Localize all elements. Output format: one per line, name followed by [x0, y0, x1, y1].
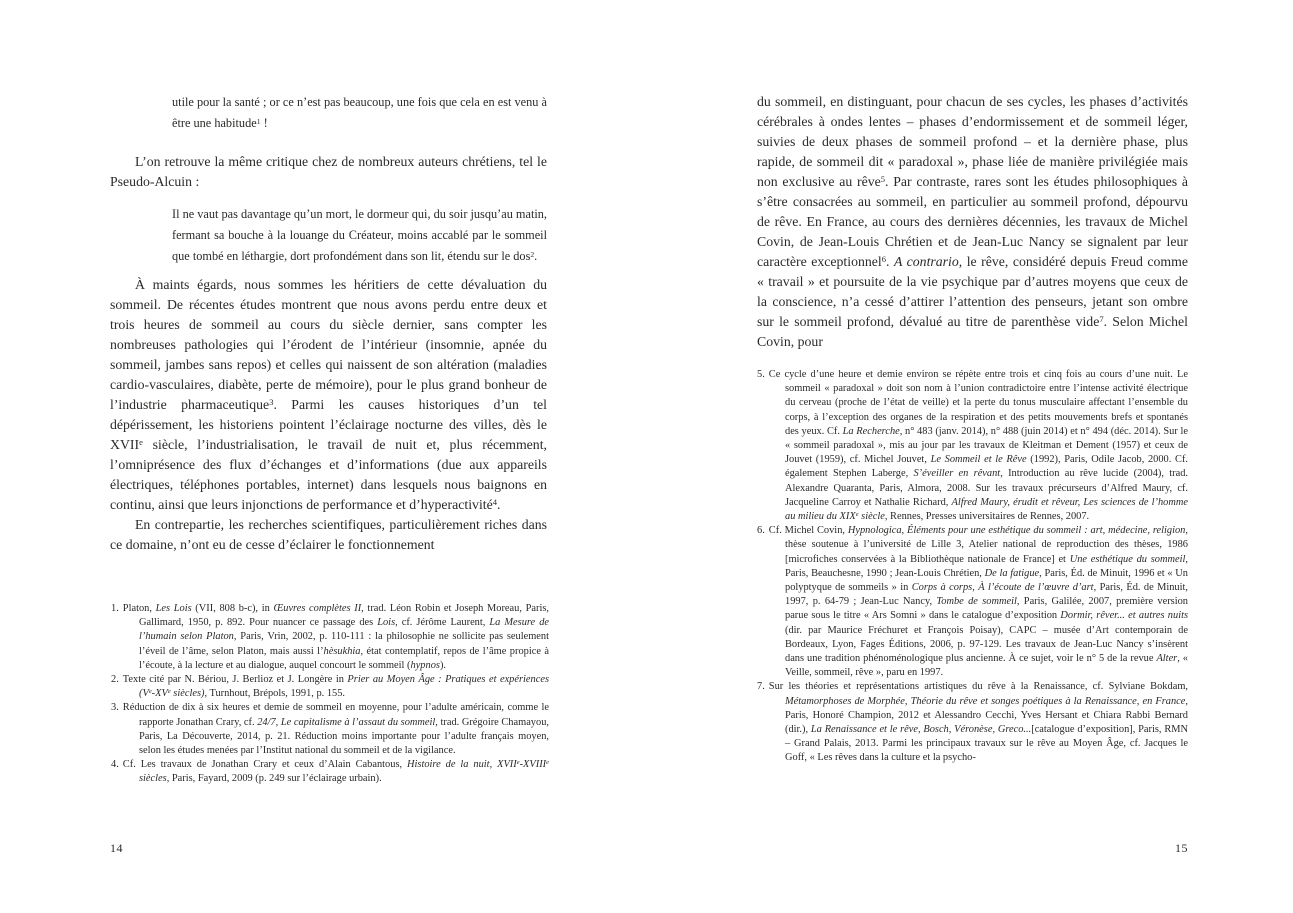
footnote-number: 6. — [757, 525, 765, 537]
footnote-text: Ce cycle d’une heure et demie environ se répète entre trois et cinq fois au cours d’une nuit. Le sommeil « paradoxal » doit son nom à l’union contradictoire entre l’intense activité électrique du cerveau (proche de l’état de veille) et la perte du tonus musculaire affectant l’ensemble du corps, à l’exception des organes de la respiration et des petits mouvements brefs et spontanés des yeux. Cf. La Recherche, n° 483 (janv. 2014), n° 488 (juin 2014) et n° 494 (déc. 2014). Sur le « sommeil paradoxal », mis au jour par les travaux de Kleitman et Dement (1957) et ceux de Jouvet (1959), cf. Michel Jouvet, Le Sommeil et le Rêve (1992), Paris, Odile Jacob, 2000. Cf. également Stephen Laberge, S’éveiller en rêvant, Introduction au rêve lucide (2004), trad. Alexandre Quaranta, Paris, Almora, 2008. Sur les travaux précurseurs d’Alfred Maury, cf. Jacqueline Carroy et Nathalie Richard, Alfred Maury, érudit et rêveur, Les sciences de l’homme au milieu du XIXe siècle, Rennes, Presses universitaires de Rennes, 2007. — [768, 369, 1189, 523]
blockquote-continuation: utile pour la santé ; or ce n’est pas beaucoup, une fois que cela en est venu à être une habitude$^1$ ! — [172, 95, 547, 130]
footnote-text: Réduction de dix à six heures et demie de sommeil en moyenne, pour l’adulte américain, comme le rapporte Jonathan Crary, cf. 24/7, Le capitalisme à l’assaut du sommeil, trad. Grégoire Chamayou, Paris, La Découverte, 2014, p. 21. Réduction moins importante pour l’adulte français moyen, selon les études menées par l’Institut national du sommeil et de la vigilance. — [122, 702, 549, 757]
footnote-number: 7. — [757, 681, 765, 693]
left-page-footnotes-section — [111, 602, 549, 787]
footnote-text: Texte cité par N. Bériou, J. Berlioz et J. Longère in Prier au Moyen Âge : Pratiques et expériences (Ve-XVe siècles), Turnhout, Brépols, 1991, p. 155. — [122, 674, 549, 700]
footnote-1 — [111, 602, 549, 673]
footnote-number: 5. — [757, 369, 765, 380]
footnote-number: 3. — [111, 702, 119, 714]
page-number-left: 14 — [110, 841, 123, 855]
footnote-3 — [111, 701, 549, 758]
footnote-text: Cf. Michel Covin, Hypnologica, Éléments pour une esthétique du sommeil : art, médecine, religion, thèse soutenue à l’université de Lille 3, Atelier national de reproduction des thèses, 1986 [microfiches conservées à la Bibliothèque nationale de France] et Une esthétique du sommeil, Paris, Beauchesne, 1990 ; Jean-Louis Chrétien, De la fatigue, Paris, Éd. de Minuit, 1996 et « Un polyptyque de sommeils » in Corps à corps, À l’écoute de l’œuvre d’art, Paris, Éd. de Minuit, 1997, p. 64-79 ; Jean-Luc Nancy, Tombe de sommeil, Paris, Galilée, 2007, première version parue sous le titre « Ars Somni » dans le catalogue d’exposition Dormir, rêver... et autres nuits (dir. par Maurice Fréchuret et François Poisay), CAPC – musée d’Art contemporain de Bordeaux, Lyon, Fages Éditions, 2006, p. 97-129. Les travaux de Jean-Luc Nancy s’insèrent dans une tradition phénoménologique plus ancienne. À ce sujet, voir le n° 5 de la revue Alter, « Veille, sommeil, rêve », paru en 1997. — [768, 525, 1189, 679]
footnote-text: Platon, Les Lois (VII, 808 b-c), in Œuvres complètes II, trad. Léon Robin et Joseph Moreau, Paris, Gallimard, 1950, p. 892. Pour nuancer ce passage des Lois, cf. Jérôme Laurent, La Mesure de l’humain selon Platon, Paris, Vrin, 2002, p. 110-111 : la philosophie ne sollicite pas seulement l’éveil de l’âme, selon Platon, mais aussi l’hèsukhia, état contemplatif, repos de l’âme propice à l’écoute, à la lecture et au dialogue, auquel concourt le sommeil (hypnos). — [122, 603, 549, 671]
right-page-text-column — [757, 92, 1188, 352]
page-number-right: 15 — [1175, 841, 1188, 855]
body-paragraph-devaluation: À maints égards, nous sommes les héritiers de cette dévaluation du sommeil. De récentes études montrent que nous avons perdu entre deux et trois heures de sommeil au cours du siècle dernier, sans compter les nombreuses pathologies qui l’érodent de l’intérieur (insomnie, apnée du sommeil, jambes sans repos) et celles qui naissent de son altération (maladies cardio-vasculaires, diabète, perte de mémoire), pour le plus grand bonheur de l’industrie pharmaceutique$^3$. Parmi les causes historiques d’un tel dépérissement, les historiens pointent l’éclairage nocturne des villes, dès le XVIIe siècle, l’industrialisation, le travail de nuit et, plus récemment, l’omniprésence des flux d’échanges et d’informations (due aux appareils électriques, téléphones portables, internet) dans lesquels nous baignons en continu, ainsi que leurs injonctions de performance et d’hyperactivité$^4$. — [110, 277, 547, 512]
footnote-number: 4. — [111, 759, 119, 771]
left-page-text-column — [110, 92, 547, 555]
footnote-number: 1. — [111, 603, 119, 614]
blockquote-pseudo-alcuin: Il ne vaut pas davantage qu’un mort, le dormeur qui, du soir jusqu’au matin, fermant sa bouche à la louange du Créateur, moins accablé par le sommeil que tombé en léthargie, dort profondément dans son lit, étendu sur le dos$^2$. — [172, 207, 547, 263]
footnote-text: Sur les théories et représentations artistiques du rêve à la Renaissance, cf. Sylviane Bokdam, Métamorphoses de Morphée, Théorie du rêve et songes poétiques à la Renaissance, en France, Paris, Honoré Champion, 2012 et Alessandro Cecchi, Yves Hersant et Chiara Rabbi Bernard (dir.), La Renaissance et le rêve, Bosch, Véronèse, Greco...[catalogue d’exposition], Paris, RMN – Grand Palais, 2013. Parmi les principaux travaux sur le rêve au Moyen Âge, cf. Jacques le Goff, « Les rêves dans la culture et la psycho- — [768, 681, 1189, 764]
right-page-footnotes-section — [757, 368, 1188, 766]
footnote-4 — [111, 758, 549, 786]
body-paragraph-contrepartie: En contrepartie, les recherches scientifiques, particulièrement riches dans ce domaine, n’ont eu de cesse d’éclairer le fonctionnement — [110, 517, 547, 552]
footnote-number: 2. — [111, 674, 119, 686]
footnote-7 — [757, 680, 1188, 765]
intro-paragraph: L’on retrouve la même critique chez de nombreux auteurs chrétiens, tel le Pseudo-Alcuin : — [110, 154, 547, 189]
footnote-text: Cf. Les travaux de Jonathan Crary et ceux d’Alain Cabantous, Histoire de la nuit, XVIIe-XVIIIe siècles, Paris, Fayard, 2009 (p. 249 sur l’éclairage urbain). — [122, 759, 549, 785]
footnote-2 — [111, 673, 549, 701]
body-paragraph-sommeil-cycles: du sommeil, en distinguant, pour chacun de ses cycles, les phases d’activités cérébrales à ondes lentes – phases d’endormissement et de sommeil léger, suivies de deux phases de sommeil profond – et la dernière phase, plus rapide, de sommeil dit « paradoxal », phase liée de manière privilégiée mais non exclusive au rêve$^5$. Par contraste, rares sont les études philosophiques à s’être consacrées au sommeil, en particulier au sommeil profond, dépourvu de rêve. En France, au cours des dernières décennies, les travaux de Michel Covin, de Jean-Louis Chrétien et de Jean-Luc Nancy se signalent par leur caractère exceptionnel$^6$. A contrario, le rêve, considéré depuis Freud comme « travail » et poursuite de la vie psychique par d’autres moyens que ceux de la conscience, n’a cessé d’attirer l’attention des penseurs, jetant son ombre sur le sommeil profond, dévalué au titre de parenthèse vide$^7$. Selon Michel Covin, pour — [757, 94, 1189, 349]
footnote-6 — [757, 524, 1188, 680]
footnote-5 — [757, 368, 1188, 524]
